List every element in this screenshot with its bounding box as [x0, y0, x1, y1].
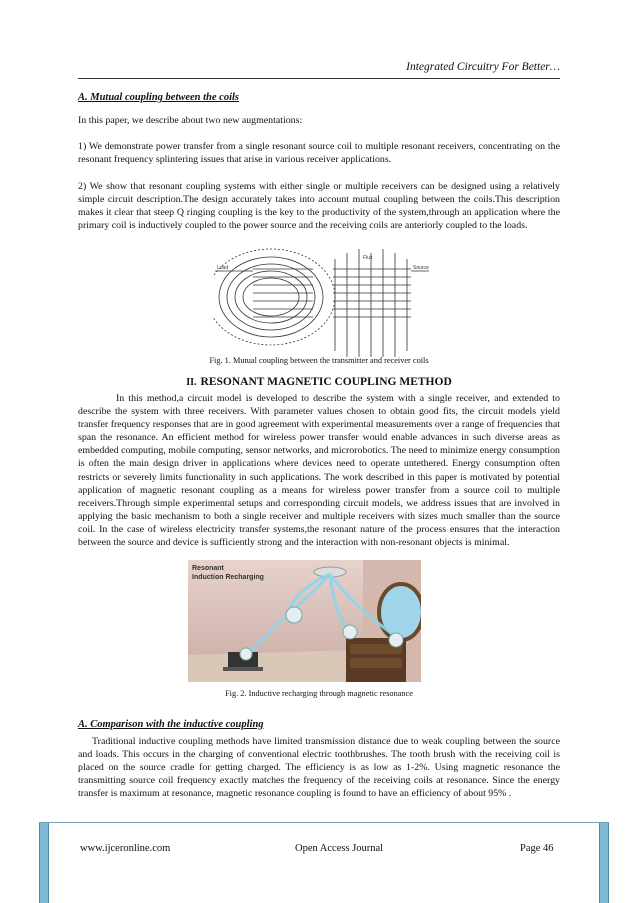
figure-2-resonance-illustration: [188, 560, 421, 682]
paragraph-point-1: 1) We demonstrate power transfer from a single resonant source coil to multiple resonant receivers, concentrating on the resonant frequency splintering issues that arise in various receiver applications.: [78, 141, 560, 166]
footer-left-bar: [39, 823, 49, 903]
figure-2-title-line1: Resonant: [192, 565, 224, 572]
section-2-heading: [0, 376, 638, 388]
figure-2-caption: Fig. 2. Inductive recharging through magnetic resonance: [225, 689, 413, 698]
section-2-title: RESONANT MAGNETIC COUPLING METHOD: [200, 376, 452, 388]
section-c-body: Traditional inductive coupling methods have limited transmission distance due to weak coupling between the source and loads. This occurs in the charging of conventional electric toothbrushes. The tooth brush with the receiving coil is placed on the source cradle for getting charged. The efficiency is as low as 1-2%. Using magnetic resonance the transmitting source coil frequency exactly matches the frequency of the receiving coils at resonance. Since the energy transfer is maximum at resonance, magnetic resonance coupling is found to have an efficiency of about 95% .: [78, 736, 560, 800]
paragraph-point-2: 2) We show that resonant coupling systems with either single or multiple receivers can be designed using a relatively simple circuit description.The design accurately takes into account mutual coupling between the coils.This description makes it clear that steep Q ringing coupling is the key to the productivity of the system,through an application where the primary coil is inductively coupled to the power source and the receiving coils are anteriorly coupled to the loads.: [78, 181, 560, 232]
figure-2-title-line2: Induction Recharging: [192, 574, 264, 581]
running-header: Integrated Circuitry For Better…: [406, 61, 560, 73]
section-c-heading: A. Comparison with the inductive coupling: [78, 719, 264, 730]
figure-1-label-flux: Flux: [363, 255, 373, 261]
header-rule: [78, 78, 560, 79]
section-a-heading: A. Mutual coupling between the coils: [78, 92, 240, 103]
figure-1-label-load: Load: [217, 265, 229, 271]
footer-right-bar: [599, 823, 609, 903]
footer-journal: Open Access Journal: [295, 843, 384, 854]
footer-website: www.ijceronline.com: [80, 843, 171, 854]
figure-1-coupling-diagram: [213, 247, 431, 359]
section-2-number: II.: [186, 377, 197, 388]
figure-1-caption: Fig. 1. Mutual coupling between the transmitter and receiver coils: [209, 356, 429, 365]
figure-1-label-source: Source: [413, 265, 429, 271]
section-2-body: In this method,a circuit model is developed to describe the system with a single receiver, and extended to describe the system with three receivers. With parameter values chosen to obtain good fits, the circuit models yield transfer frequency responses that are in good agreement with experimental measurements over a range of frequencies that span the resonance. An efficient method for wireless power transfer would enable advances in such diverse areas as embedded computing, mobile computing, sensor networks, and microrobotics. The need to minimize energy consumption is often the main design driver in applications where devices need to operate untethered. Energy consumption often restricts or severely limits functionality in such applications. The work described in this paper is motivated by potential application of magnetic resonant coupling as a means for wireless power transfer from a source coil to multiple receivers.Through simple experimental setups and corresponding circuit models, we address issues that are involved in applying the basic mechanism to both a single receiver and multiple receivers with sizes much smaller than the source coil. In the case of wireless electricity transfer systems,the resonant nature of the process ensures that the interaction between the source and device is sufficiently strong and the interaction with non-resonant objects is minimal.: [78, 393, 560, 549]
footer-page-number: Page 46: [520, 843, 554, 854]
page-footer: [39, 822, 609, 903]
paragraph-intro: In this paper, we describe about two new augmentations:: [78, 115, 303, 126]
